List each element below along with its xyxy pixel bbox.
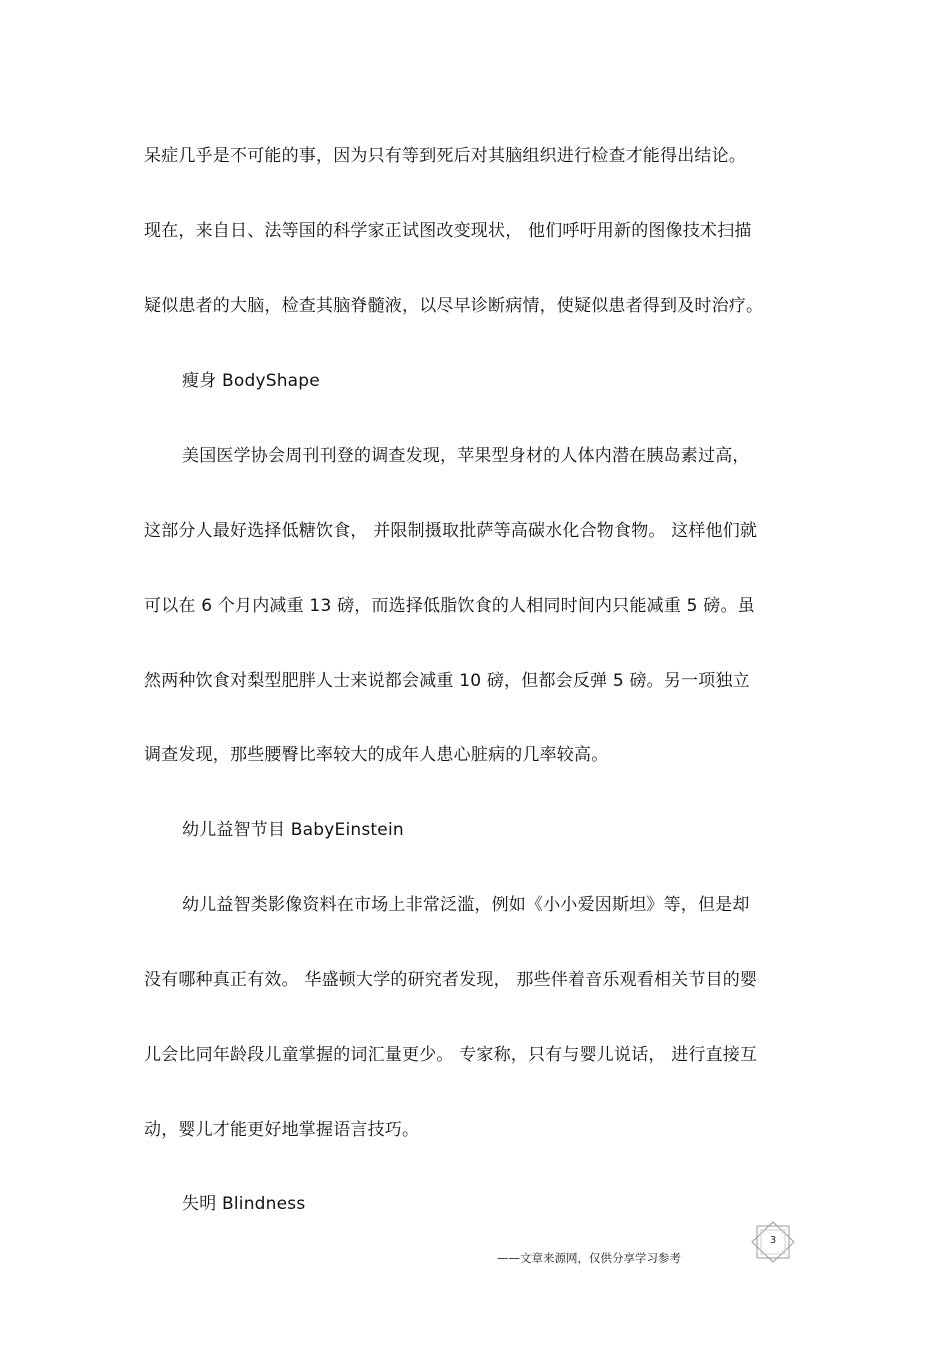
paragraph-line: 呆症几乎是不可能的事，因为只有等到死后对其脑组织进行检查才能得出结论。 — [144, 146, 746, 166]
paragraph-line: 儿会比同年龄段儿童掌握的词汇量更少。 专家称，只有与婴儿说话， 进行直接互 — [144, 1045, 758, 1065]
page-number-badge — [749, 1221, 797, 1263]
paragraph-line: 疑似患者的大脑，检查其脑脊髓液，以尽早诊断病情，使疑似患者得到及时治疗。 — [144, 296, 764, 316]
footer-source-note: ——文章来源网，仅供分享学习参考 — [497, 1251, 681, 1265]
page-number: 3 — [769, 1235, 777, 1246]
paragraph-line: 可以在 6 个月内减重 13 磅，而选择低脂饮食的人相同时间内只能减重 5 磅。虽 — [144, 596, 755, 616]
paragraph-line: 美国医学协会周刊刊登的调查发现，苹果型身材的人体内潜在胰岛素过高， — [182, 446, 750, 466]
paragraph-line: 调查发现，那些腰臀比率较大的成年人患心脏病的几率较高。 — [144, 745, 609, 765]
section-heading-blindness: 失明 Blindness — [182, 1194, 306, 1214]
section-heading-bodyshape: 瘦身 BodyShape — [182, 371, 320, 391]
paragraph-line: 幼儿益智类影像资料在市场上非常泛滥，例如《小小爱因斯坦》等，但是却 — [182, 895, 750, 915]
paragraph-line: 没有哪种真正有效。 华盛顿大学的研究者发现， 那些伴着音乐观看相关节目的婴 — [144, 970, 758, 990]
section-heading-babyeinstein: 幼儿益智节目 BabyEinstein — [182, 820, 404, 840]
paragraph-line: 动，婴儿才能更好地掌握语言技巧。 — [144, 1120, 420, 1140]
paragraph-line: 这部分人最好选择低糖饮食， 并限制摄取批萨等高碳水化合物食物。 这样他们就 — [144, 521, 758, 541]
paragraph-line: 现在，来自日、法等国的科学家正试图改变现状， 他们呼吁用新的图像技术扫描 — [144, 221, 752, 241]
paragraph-line: 然两种饮食对梨型肥胖人士来说都会减重 10 磅，但都会反弹 5 磅。另一项独立 — [144, 671, 750, 691]
